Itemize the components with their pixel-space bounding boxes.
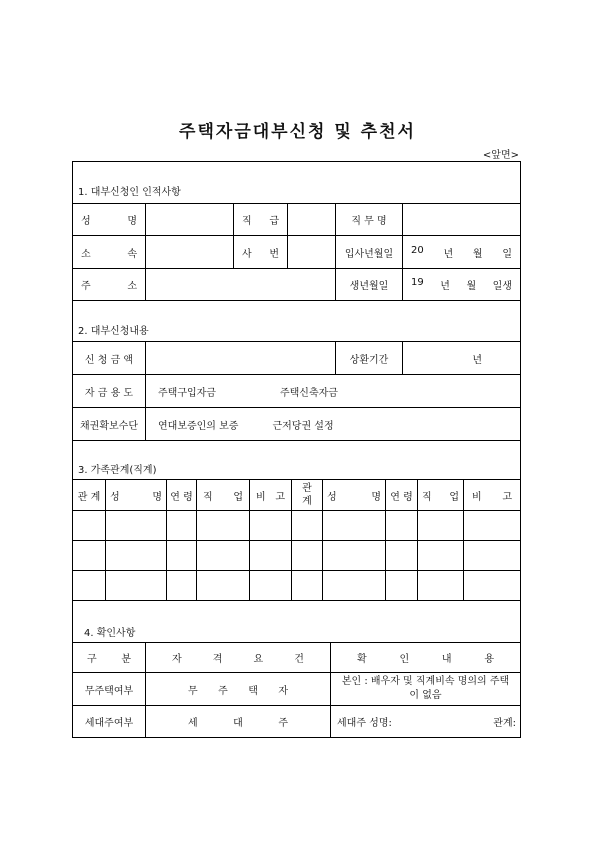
h-note-1: 비 <box>256 491 266 503</box>
conf-1: 확 <box>357 654 367 665</box>
birth-label <box>335 268 403 301</box>
birth-d: 일생 <box>492 281 512 292</box>
family-cell-r3-c1[interactable] <box>72 570 106 601</box>
addr-1: 주 <box>81 281 91 292</box>
rank-label-1: 직 <box>242 216 252 227</box>
req-2: 격 <box>212 654 223 665</box>
r1-req-3: 택 <box>248 685 258 697</box>
family-cell-r2-c6[interactable] <box>291 540 323 571</box>
repay-field[interactable] <box>402 341 521 375</box>
household-head-confirm[interactable] <box>330 705 521 738</box>
empno-1: 사 <box>242 248 252 260</box>
security-option-mortgage[interactable]: 근저당권 설정 <box>272 420 334 432</box>
section2-heading: 2. 대부신청내용 <box>78 326 149 337</box>
req-4: 건 <box>294 654 304 665</box>
family-cell-r1-c4[interactable] <box>196 510 250 541</box>
conf-3: 내 <box>441 654 452 665</box>
h-name2-2: 명 <box>371 491 381 503</box>
affil-2: 속 <box>127 248 137 260</box>
hire-y: 년 <box>443 248 454 260</box>
duty-text: 직 무 명 <box>351 216 387 227</box>
hire-date-label <box>335 235 403 269</box>
security-option-guarantor[interactable]: 연대보증인의 보증 <box>158 420 239 432</box>
family-cell-r2-c9[interactable] <box>417 540 464 571</box>
household-head-relation: 관계: <box>493 718 516 729</box>
family-cell-r3-c2[interactable] <box>105 570 167 601</box>
family-cell-r2-c2[interactable] <box>105 540 167 571</box>
page-side-label: <앞면> <box>482 150 519 161</box>
duty-label <box>335 203 403 236</box>
hire-date-field[interactable] <box>402 235 521 269</box>
rank-field[interactable] <box>287 203 336 236</box>
h-job-2: 업 <box>233 491 243 503</box>
cat-2: 분 <box>121 654 131 665</box>
security-text: 채권확보수단 <box>80 420 138 432</box>
homeless-label <box>72 672 146 706</box>
r1-req-2: 주 <box>218 685 228 697</box>
family-h-relation <box>72 479 106 511</box>
affiliation-field[interactable] <box>145 235 234 269</box>
name-field[interactable] <box>145 203 234 236</box>
family-cell-r3-c10[interactable] <box>463 570 521 601</box>
h-name2-1: 성 <box>327 491 337 503</box>
family-cell-r1-c6[interactable] <box>291 510 323 541</box>
req-3: 요 <box>253 654 264 665</box>
r1-req-1: 무 <box>188 685 198 697</box>
repay-unit: 년 <box>472 354 482 366</box>
birth-text: 생년월일 <box>349 281 389 292</box>
empno-label <box>233 235 288 269</box>
household-head-requirement <box>145 705 331 738</box>
family-h-job <box>196 479 250 511</box>
affil-1: 소 <box>81 248 91 260</box>
section1-heading: 1. 대부신청인 인적사항 <box>78 187 181 198</box>
amount-text: 신 청 금 액 <box>84 354 134 366</box>
family-cell-r3-c3[interactable] <box>166 570 197 601</box>
h-note2-2: 고 <box>502 491 512 503</box>
family-cell-r2-c10[interactable] <box>463 540 521 571</box>
homeless-confirm[interactable] <box>330 672 521 706</box>
homeless-requirement <box>145 672 331 706</box>
r2-req-3: 주 <box>278 718 288 729</box>
family-cell-r2-c7[interactable] <box>322 540 386 571</box>
h-name-1: 성 <box>110 491 120 503</box>
conf-4: 용 <box>484 654 494 665</box>
h-name-2: 명 <box>152 491 162 503</box>
conf-2: 인 <box>399 654 410 665</box>
h-note-2: 고 <box>275 491 285 503</box>
repay-label <box>335 341 403 375</box>
r2-req-2: 대 <box>233 718 243 729</box>
family-cell-r2-c4[interactable] <box>196 540 250 571</box>
family-cell-r1-c1[interactable] <box>72 510 106 541</box>
h-job2-1: 직 <box>422 491 432 503</box>
family-cell-r3-c9[interactable] <box>417 570 464 601</box>
homeless-confirm-text: 본인 : 배우자 및 직계비속 명의의 주택이 없음 <box>341 676 510 701</box>
h-job-1: 직 <box>203 491 213 503</box>
h-note2-1: 비 <box>472 491 482 503</box>
r1-req-4: 자 <box>278 685 288 697</box>
birth-19: 19 <box>411 277 424 288</box>
use-text: 자 금 용 도 <box>84 387 134 399</box>
homeless-text: 무주택여부 <box>84 685 134 697</box>
household-text: 세대주여부 <box>84 718 134 729</box>
confirm-h-requirement <box>145 642 331 673</box>
family-cell-r3-c6[interactable] <box>291 570 323 601</box>
h-rel2-2: 계 <box>302 496 312 507</box>
name-label-2: 명 <box>127 216 137 227</box>
family-cell-r3-c4[interactable] <box>196 570 250 601</box>
family-cell-r1-c3[interactable] <box>166 510 197 541</box>
family-cell-r1-c5[interactable] <box>249 510 292 541</box>
family-h-age-2 <box>385 479 418 511</box>
family-h-relation-2 <box>291 479 323 511</box>
confirm-h-category <box>72 642 146 673</box>
name-label <box>72 203 146 236</box>
rank-label <box>233 203 288 236</box>
family-cell-r1-c2[interactable] <box>105 510 167 541</box>
family-cell-r1-c9[interactable] <box>417 510 464 541</box>
family-cell-r2-c3[interactable] <box>166 540 197 571</box>
cat-1: 구 <box>87 654 97 665</box>
rank-label-2: 급 <box>269 216 279 227</box>
hire-date-text: 입사년월일 <box>344 248 394 260</box>
amount-field[interactable] <box>145 341 336 375</box>
addr-2: 소 <box>127 281 137 292</box>
family-h-job-2 <box>417 479 464 511</box>
section4-heading: 4. 확인사항 <box>84 628 136 639</box>
family-cell-r3-c5[interactable] <box>249 570 292 601</box>
family-cell-r1-c10[interactable] <box>463 510 521 541</box>
family-cell-r2-c5[interactable] <box>249 540 292 571</box>
security-field[interactable] <box>145 407 521 441</box>
h-age-text: 연 령 <box>170 491 193 503</box>
household-head-name: 세대주 성명: <box>337 718 392 729</box>
empno-field[interactable] <box>287 235 336 269</box>
family-h-age <box>166 479 197 511</box>
birth-field[interactable] <box>402 268 521 301</box>
family-cell-r1-c7[interactable] <box>322 510 386 541</box>
document-title: 주택자금대부신청 및 추천서 <box>179 122 416 142</box>
family-h-note <box>249 479 292 511</box>
hire-d: 일 <box>502 248 512 260</box>
h-rel2-1: 관 <box>302 483 312 494</box>
family-h-name <box>105 479 167 511</box>
family-cell-r2-c8[interactable] <box>385 540 418 571</box>
use-field[interactable] <box>145 374 521 408</box>
section3-heading: 3. 가족관계(직계) <box>78 465 157 476</box>
affiliation-label <box>72 235 146 269</box>
family-cell-r3-c7[interactable] <box>322 570 386 601</box>
family-cell-r1-c8[interactable] <box>385 510 418 541</box>
h-age2-text: 연 령 <box>390 491 413 503</box>
amount-label <box>72 341 146 375</box>
family-h-name-2 <box>322 479 386 511</box>
security-label <box>72 407 146 441</box>
empno-2: 번 <box>269 248 279 260</box>
family-cell-r2-c1[interactable] <box>72 540 106 571</box>
address-label <box>72 268 146 301</box>
h-rel-text: 관 계 <box>77 491 101 503</box>
use-option-purchase[interactable]: 주택구입자금 <box>158 387 216 399</box>
repay-text: 상환기간 <box>349 354 389 366</box>
r2-req-1: 세 <box>188 718 198 729</box>
birth-y: 년 <box>440 281 450 292</box>
req-1: 자 <box>172 654 182 665</box>
family-cell-r3-c8[interactable] <box>385 570 418 601</box>
address-field[interactable] <box>145 268 336 301</box>
hire-m: 월 <box>472 248 483 260</box>
hire-20: 20 <box>411 244 424 256</box>
birth-m: 월 <box>466 281 477 292</box>
family-h-note-2 <box>463 479 521 511</box>
use-option-build[interactable]: 주택신축자금 <box>279 387 338 399</box>
h-job2-2: 업 <box>449 491 459 503</box>
confirm-h-content <box>330 642 521 673</box>
name-label-1: 성 <box>81 216 91 227</box>
household-head-label <box>72 705 146 738</box>
use-label <box>72 374 146 408</box>
duty-field[interactable] <box>402 203 521 236</box>
